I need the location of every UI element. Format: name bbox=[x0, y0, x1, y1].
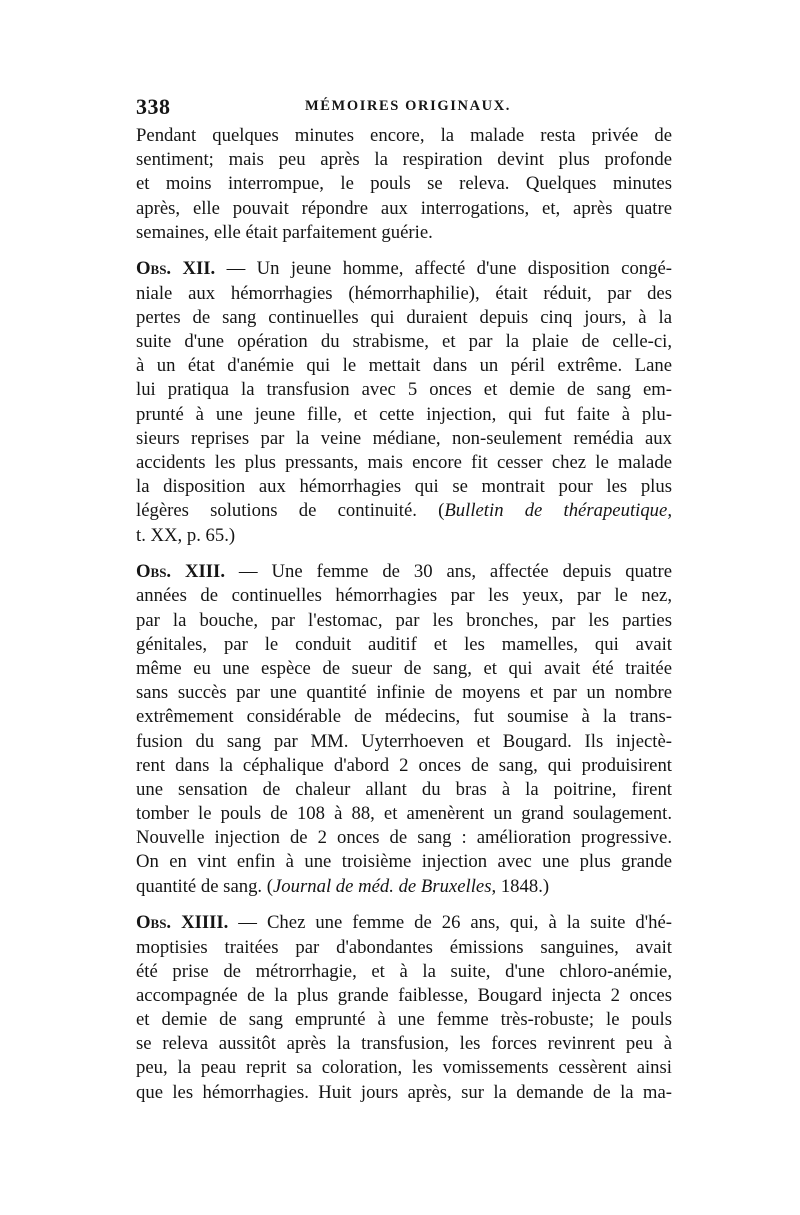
text-fragment: légères solutions de continuité. ( bbox=[136, 500, 445, 522]
text-line: extrêmement considérable de médecins, fut soumise à la trans- bbox=[136, 706, 672, 728]
text-line: et moins interrompue, le pouls se releva. Quelques minutes bbox=[136, 173, 672, 195]
text-line: génitales, par le conduit auditif et les mamelles, qui avait bbox=[136, 633, 672, 655]
text-line: sans succès par une quantité infinie de moyens et par un nombre bbox=[136, 682, 672, 704]
text-fragment: quantité de sang. ( bbox=[136, 875, 273, 897]
citation: Bulletin de thérapeutique, bbox=[444, 500, 672, 522]
text-fragment: — Chez une femme de 26 ans, qui, à la suite d'hé- bbox=[228, 912, 672, 934]
text-line: accidents les plus pressants, mais encore fit cesser chez le malade bbox=[136, 451, 672, 473]
text-line: rent dans la céphalique d'abord 2 onces de sang, qui produisirent bbox=[136, 754, 672, 776]
text-line bbox=[136, 257, 672, 281]
text-line: semaines, elle était parfaitement guérie. bbox=[136, 221, 433, 243]
text-line: années de continuelles hémorrhagies par les yeux, par le nez, bbox=[136, 585, 672, 607]
text-line: été prise de métrorrhagie, et à la suite, d'une chloro-anémie, bbox=[136, 960, 672, 982]
observation-label: Obs. XII. bbox=[136, 258, 216, 280]
paragraph-obs-xiii bbox=[136, 560, 672, 899]
text-line: à un état d'anémie qui le mettait dans un péril extrême. Lane bbox=[136, 355, 672, 377]
text-line: même eu une espèce de sueur de sang, et qui avait été traitée bbox=[136, 657, 672, 679]
text-line: niale aux hémorrhagies (hémorrhaphilie), était réduit, par des bbox=[136, 282, 672, 304]
text-line bbox=[136, 875, 672, 899]
paragraph-continuation bbox=[136, 124, 672, 245]
running-head: MÉMOIRES ORIGINAUX. bbox=[304, 98, 512, 114]
text-line: suite d'une opération du strabisme, et par la plaie de celle-ci, bbox=[136, 331, 672, 352]
text-line: moptisies traitées par d'abondantes émissions sanguines, avait bbox=[136, 936, 672, 958]
text-line: accompagnée de la plus grande faiblesse, Bougard injecta 2 onces bbox=[136, 984, 672, 1006]
observation-label: Obs. XIII. bbox=[136, 561, 225, 583]
text-line: une sensation de chaleur allant du bras à la poitrine, firent bbox=[136, 778, 672, 800]
text-line bbox=[136, 560, 672, 584]
text-fragment: , 1848.) bbox=[491, 875, 550, 897]
text-line: lui pratiqua la transfusion avec 5 onces et demie de sang em- bbox=[136, 379, 672, 401]
text-line: Nouvelle injection de 2 onces de sang : amélioration progressive. bbox=[136, 827, 672, 849]
text-line bbox=[136, 911, 672, 935]
text-line: On en vint enfin à une troisième injection avec une plus grande bbox=[136, 851, 672, 873]
text-line: t. XX, p. 65.) bbox=[136, 524, 236, 546]
page-header bbox=[136, 94, 680, 122]
paragraph-obs-xii bbox=[136, 257, 672, 547]
page-number: 338 bbox=[136, 94, 171, 119]
text-line: Pendant quelques minutes encore, la malade resta privée de bbox=[136, 125, 672, 146]
text-line: sieurs reprises par la veine médiane, non-seulement remédia aux bbox=[136, 427, 672, 449]
body-text bbox=[136, 124, 672, 1105]
text-line bbox=[136, 499, 672, 523]
text-line: que les hémorrhagies. Huit jours après, sur la demande de la ma- bbox=[136, 1081, 672, 1103]
text-line: après, elle pouvait répondre aux interrogations, et, après quatre bbox=[136, 197, 672, 219]
citation: Journal de méd. de Bruxelles bbox=[273, 875, 492, 897]
text-line: la disposition aux hémorrhagies qui se montrait pour les plus bbox=[136, 476, 672, 498]
text-line: prunté à une jeune fille, et cette injection, qui fut faite à plu- bbox=[136, 403, 672, 425]
paragraph-obs-xiiii bbox=[136, 911, 672, 1105]
text-line: peu, la peau reprit sa coloration, les vomissements cessèrent ainsi bbox=[136, 1057, 672, 1079]
text-line: par la bouche, par l'estomac, par les bronches, par les parties bbox=[136, 609, 672, 631]
text-line: tomber le pouls de 108 à 88, et amenèrent un grand soulagement. bbox=[136, 803, 672, 825]
text-fragment: — Un jeune homme, affecté d'une disposition congé- bbox=[215, 258, 672, 280]
observation-label: Obs. XIIII. bbox=[136, 912, 229, 934]
text-line: se releva aussitôt après la transfusion, les forces revinrent peu à bbox=[136, 1033, 672, 1055]
text-line: sentiment; mais peu après la respiration devint plus profonde bbox=[136, 149, 672, 171]
text-line: fusion du sang par MM. Uyterrhoeven et Bougard. Ils injectè- bbox=[136, 730, 672, 752]
text-fragment: — Une femme de 30 ans, affectée depuis quatre bbox=[225, 561, 672, 583]
text-line: pertes de sang continuelles qui duraient depuis cinq jours, à la bbox=[136, 306, 672, 328]
text-line: et demie de sang emprunté à une femme très-robuste; le pouls bbox=[136, 1009, 672, 1031]
